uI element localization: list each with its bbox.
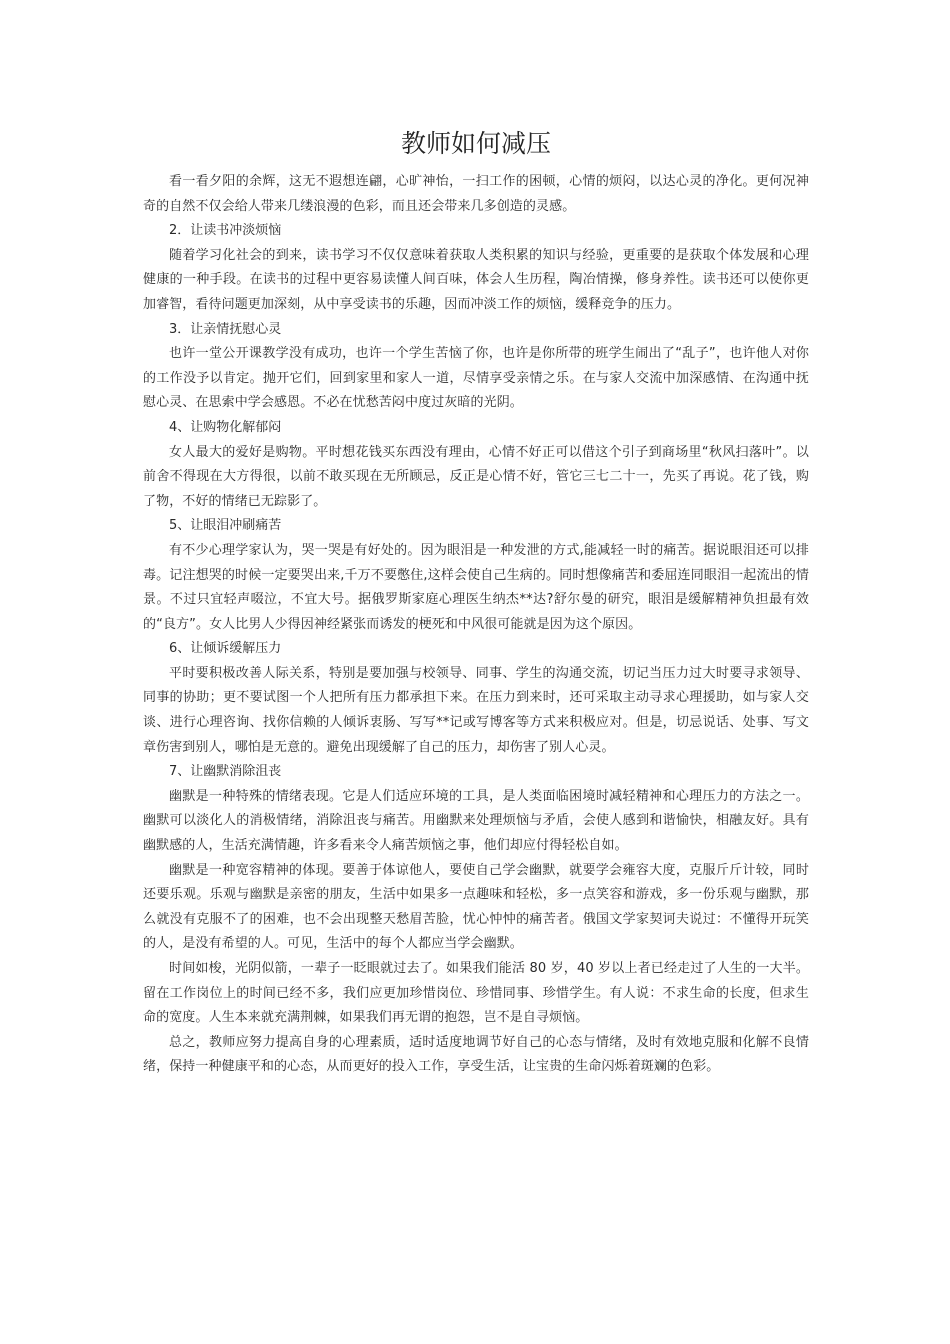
section-heading: 6、让倾诉缓解压力: [169, 641, 282, 657]
paragraph: 平时要积极改善人际关系，特别是要加强与校领导、同事、学生的沟通交流，切记当压力过大时要寻求领导、同事的协助；更不要试图一个人把所有压力都承担下来。在压力到来时，还可采取主动寻求心理援助，如与家人交谈、进行心理咨询、找你信赖的人倾诉衷肠、写写**记或写博客等方式来积极应对。但是，切忌说话、处事、写文章伤害到别人，哪怕是无意的。避免出现缓解了自己的压力，却伤害了别人心灵。: [143, 665, 809, 755]
section-heading: 3．让亲情抚慰心灵: [169, 321, 282, 337]
paragraph: 幽默是一种特殊的情绪表现。它是人们适应环境的工具，是人类面临困境时减轻精神和心理压力的方法之一。幽默可以淡化人的消极情绪，消除沮丧与痛苦。用幽默来处理烦恼与矛盾，会使人感到和谐愉快，相融友好。具有幽默感的人，生活充满情趣，许多看来令人痛苦烦恼之事，他们却应付得轻松自如。: [143, 788, 809, 854]
paragraph: 也许一堂公开课教学没有成功，也许一个学生苦恼了你，也许是你所带的班学生闹出了“乱子”，也许他人对你的工作没予以肯定。抛开它们，回到家里和家人一道，尽情享受亲情之乐。在与家人交流中加深感情、在沟通中抚慰心灵、在思索中学会感恩。不必在忧愁苦闷中度过灰暗的光阴。: [143, 346, 809, 411]
paragraph: 有不少心理学家认为，哭一哭是有好处的。因为眼泪是一种发泄的方式,能减轻一时的痛苦。据说眼泪还可以排毒。记注想哭的时候一定要哭出来,千万不要憋住,这样会使自己生病的。同时想像痛苦和委屈连同眼泪一起流出的情景。不过只宜轻声啜泣，不宜大号。据俄罗斯家庭心理医生纳杰**达?舒尔曼的研究，眼泪是缓解精神负担最有效的“良方”。女人比男人少得因神经紧张而诱发的梗死和中风很可能就是因为这个原因。: [143, 542, 809, 632]
paragraph: 幽默是一种宽容精神的体现。要善于体谅他人，要使自己学会幽默，就要学会雍容大度，克服斤斤计较，同时还要乐观。乐观与幽默是亲密的朋友，生活中如果多一点趣味和轻松，多一点笑容和游戏，多一份乐观与幽默，那么就没有克服不了的困难，也不会出现整天愁眉苦脸，忧心忡忡的痛苦者。俄国文学家契诃夫说过：不懂得开玩笑的人，是没有希望的人。可见，生活中的每个人都应当学会幽默。: [143, 862, 809, 952]
page-title: 教师如何减压: [400, 129, 551, 158]
section-heading: 4、让购物化解郁闷: [169, 419, 282, 435]
section-heading: 5、让眼泪冲刷痛苦: [169, 518, 282, 534]
document-page: [143, 128, 809, 1080]
section-heading: 2．让读书冲淡烦恼: [169, 223, 282, 239]
paragraph: 时间如梭，光阴似箭，一辈子一眨眼就过去了。如果我们能活 80 岁，40 岁以上者已经走过了人生的一大半。留在工作岗位上的时间已经不多，我们应更加珍惜岗位、珍惜同事、珍惜学生。有人说：不求生命的长度，但求生命的宽度。人生本来就充满荆棘，如果我们再无谓的抱怨，岂不是自寻烦恼。: [143, 961, 809, 1026]
section-heading: 7、让幽默消除沮丧: [169, 764, 282, 780]
paragraph: 总之，教师应努力提高自身的心理素质，适时适度地调节好自己的心态与情绪，及时有效地克服和化解不良情绪，保持一种健康平和的心态，从而更好的投入工作，享受生活，让宝贵的生命闪烁着斑斓的色彩。: [143, 1034, 809, 1075]
document-body: [143, 170, 809, 1080]
paragraph: 随着学习化社会的到来，读书学习不仅仅意味着获取人类积累的知识与经验，更重要的是获取个体发展和心理健康的一种手段。在读书的过程中更容易读懂人间百味，体会人生历程，陶冶情操，修身养性。读书还可以使你更加睿智，看待问题更加深刻，从中享受读书的乐趣，因而冲淡工作的烦恼，缓释竞争的压力。: [143, 247, 809, 312]
paragraph: 女人最大的爱好是购物。平时想花钱买东西没有理由，心情不好正可以借这个引子到商场里“秋风扫落叶”。以前舍不得现在大方得很，以前不敢买现在无所顾忌，反正是心情不好，管它三七二十一，先买了再说。花了钱，购了物，不好的情绪已无踪影了。: [143, 444, 809, 509]
paragraph: 看一看夕阳的余辉，这无不遐想连翩，心旷神怡，一扫工作的困顿，心情的烦闷，以达心灵的净化。更何况神奇的自然不仅会给人带来几缕浪漫的色彩，而且还会带来几多创造的灵感。: [143, 174, 809, 214]
